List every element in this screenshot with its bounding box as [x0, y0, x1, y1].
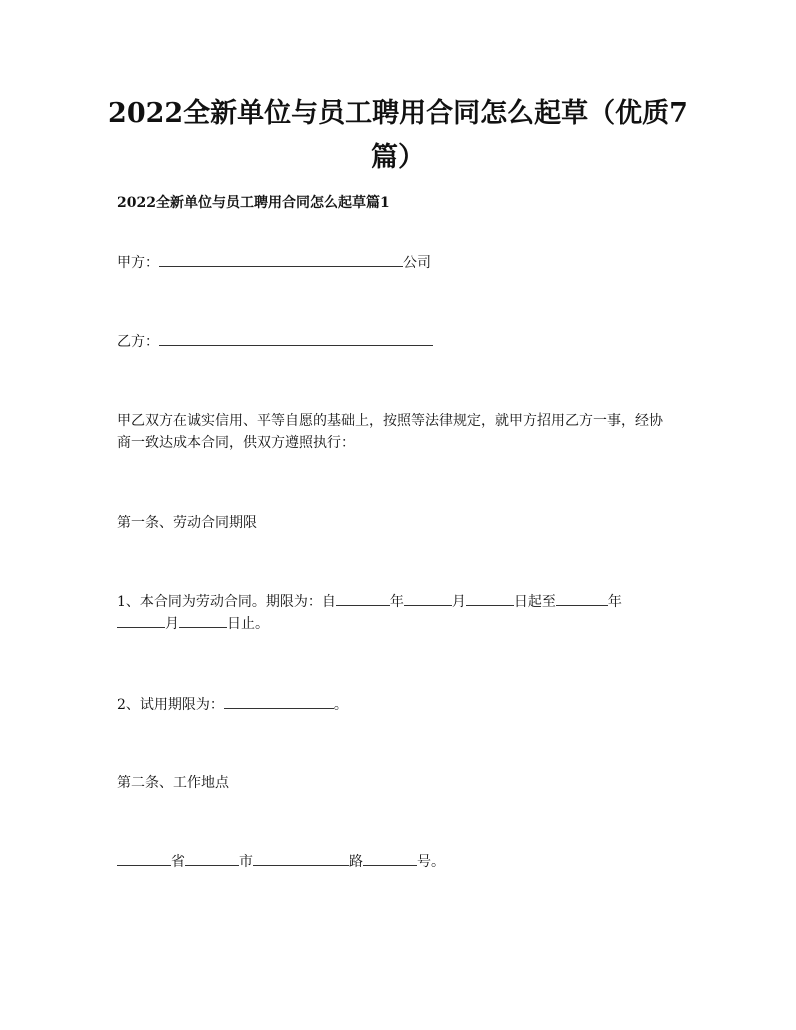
party-b-blank [159, 331, 433, 346]
section-heading: 2022全新单位与员工聘用合同怎么起草篇1 [117, 195, 390, 211]
province-blank [117, 851, 171, 866]
start-year-blank [336, 591, 390, 606]
party-a-blank [159, 252, 403, 267]
address-line [117, 851, 677, 873]
start-day-blank [466, 591, 514, 606]
document-title: 2022全新单位与员工聘用合同怎么起草（优质7篇） [108, 98, 688, 173]
party-a-suffix: 公司 [403, 255, 431, 271]
month-label: 月 [451, 594, 466, 610]
road-label: 路 [349, 854, 363, 870]
article-2-title: 第二条、工作地点 [117, 775, 229, 791]
city-blank [185, 851, 239, 866]
number-label: 号。 [417, 854, 445, 870]
road-blank [253, 851, 349, 866]
start-month-blank [404, 591, 452, 606]
party-a-label: 甲方： [117, 255, 159, 271]
party-b-label: 乙方： [117, 334, 159, 350]
end-year-blank [556, 591, 608, 606]
clause-1-text: 1、本合同为劳动合同。期限为：自 [117, 594, 336, 610]
end-label: 日止。 [227, 616, 269, 632]
party-b-line [117, 331, 677, 353]
clause-2-label: 2、试用期限为： [117, 697, 224, 713]
article-1-title: 第一条、劳动合同期限 [117, 515, 257, 531]
number-blank [363, 851, 417, 866]
end-month-blank [117, 613, 165, 628]
clause-2 [117, 694, 677, 716]
until-label: 日起至 [513, 594, 556, 610]
party-a-line [117, 252, 677, 274]
city-label: 市 [239, 854, 253, 870]
clause-2-end: 。 [333, 697, 348, 713]
month-label: 月 [165, 616, 179, 632]
year-label: 年 [607, 594, 622, 610]
clause-1 [117, 591, 667, 635]
province-label: 省 [171, 854, 185, 870]
intro-paragraph: 甲乙双方在诚实信用、平等自愿的基础上，按照等法律规定，就甲方招用乙方一事，经协商一致达成本合同，供双方遵照执行： [117, 413, 663, 451]
end-day-blank [179, 613, 227, 628]
year-label: 年 [389, 594, 404, 610]
probation-blank [224, 694, 334, 709]
